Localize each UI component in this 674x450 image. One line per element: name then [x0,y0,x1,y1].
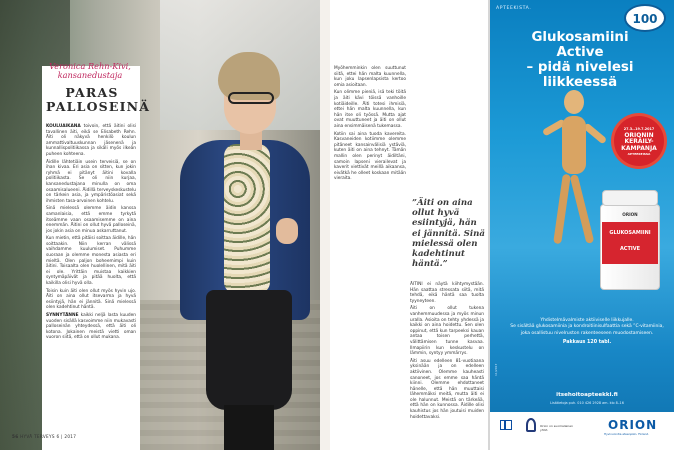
mannequin-head [564,90,584,114]
paragraph [46,313,136,341]
ad-title-line-3: – pidä nivelesi [526,60,634,75]
ad-website: itsehoitoapteekki.fi [556,392,618,398]
article-headline: PARAS PALLOSEINÄ [46,85,151,114]
jar-lid [602,190,658,206]
paragraph: Sinä mielessä olemme äidin kanssa samanlaisia, että emme tyrkytä itseämme vaan osaamisemme on aina enemmän. Äitini on ollut hyvä palloseinä, jos jokin asia on minua askarruttanut. [46,206,136,234]
product-jar [600,190,660,290]
campaign-dates: 27.3.–19.7.2017 [623,127,655,131]
finnish-flag-icon [500,420,512,430]
ad-info-line-2: Se sisältää glukosamiinia ja kondroitiinisulfaattia sekä ”C-vitamiinia, joka osallistuu nivelruston rakenteeseen muodostamiseen. [510,324,664,336]
lead-paragraph [46,124,136,158]
footer-small-text: Orion on suomalainen yhtiö [540,424,574,432]
article-byline: Veronica Rehn-Kivi, kansanedustaja [49,61,131,80]
campaign-title: ORIONIN KERÄILY-KAMPANJA [621,132,657,152]
paragraph: Äiti asuu edelleen 81-vuotiaana yksinään ja on edelleen aktiivinen. Olemme kauheasti sanoneet, jos emme saa häntä kiinni. Olemme ehdottaneet hänelle, että hän muuttaisi lähemmäksi meitä, mutta äiti ei ole halunnut. Meistä on tärkeää, että hän on kunnossa. Äidille olisi kauhistus jos hän joutuisi muiden hoidettavaksi. [410,358,484,420]
hand [276,218,298,244]
paragraph: Myöhemminkin olen suuttunut siitä, ettei hän malta kuunnella, kun joku lapsenlapsista kertoo omia asioitaan. [334,66,406,88]
leather-skirt [206,290,292,410]
ad-title [500,30,660,90]
article-column-2 [334,66,406,184]
ad-code: 11/2017 [494,363,498,376]
paragraph: ÄITINI ei näytä kiihtymystään. Hän saattaa stressata siitä, mitä tehdä, eikä häntä saa tuolta tyyneyteen. [410,282,484,304]
pull-quote: ”Äiti on aina ollut hyvä esiintyjä, hän ei jännitä. Sinä mielessä olen kadehtinut häntä.” [412,198,485,270]
ad-title-line-2: Active [556,45,604,60]
campaign-starburst [614,116,664,166]
magazine-name: HYVÄ TERVEYS [20,434,55,439]
page-number: 56 [12,434,19,439]
paragraph: Toisin kuin äiti olen ollut myös hyvin ujo. Äiti on aina ollut itsevarma ja hyvä esiintyjä, hän ei jännitä. Sinä mielessä olen kadehtinut häntä. [46,288,136,311]
paragraph: Äidille lähtetiäin usein terveisiä, se on ihan kivaa. Eri asia on sitten, kun jokin ryhmä ei pitänyt äitini kovalla politiikasta. Se oli niin kurjaa, kansanedustajana minulla on oma osaamisalueeni. Äidillä terveyskeskustelu on tärkein asia, ja ympäristöasiat sekä ihmisten tasa-arvoinen kohtelu. [46,159,136,204]
orion-logo: ORION [608,418,658,432]
glasses [228,92,274,104]
mannequin-leg [570,174,595,244]
badge-text: 100 [632,12,658,26]
mannequin-leg [553,174,571,244]
paragraph: Kun olimme pieniä, isä teki töitä ja äiti kävi töissä vanhoille kotiäideille. Äiti totesi ihmisiä, ettei hän malta kuunnella, kun hän itse oli työssä. Mutta ajat ovat muuttuneet ja äiti on ollut aina ensimmäisenä tukemassa. [334,90,406,129]
woman-figure [150,40,310,450]
finland-100-badge [624,4,666,32]
paragraph-text: kaikki neljä lasta kuuden vuoden sisällä kasvoimme niin mukavasti palloseinän yhteydessä, että äiti oli kotona. Jokainen meistä vietti oman vuoron siitä, että on ollut mukana. [46,313,136,341]
page-folio [12,434,76,439]
campaign-location: APTEEKEISSA [627,152,651,156]
ad-info-text [506,318,668,346]
paragraph: Kotiin sai aina tuoda kavereita. Kasvaneiden kotiimme olemme pitäneet kansainvälisiä ystäviä, kuten äiti on aina tehnyt. Tämän mallin olen perinyt äidiltäni, samoin lapseni vierailevat ja kaverit viettivät meillä aikaansa, eivätkä he olleet koskaan mitään vieraita. [334,131,406,182]
jar-product-sub: ACTIVE [619,246,641,252]
jar-brand: ORION [622,212,638,217]
ad-pack-size: Pakkaus 120 tabl. [562,339,612,345]
legs [224,405,274,450]
ad-phone: Lisätietoja puh. 010 426 2928 am. klo 8–16 [550,401,624,405]
paragraph: Kun mietin, että pitäisi soittaa äidille, hän soittaakin. Niin kerran välissä vaihdamme kuulumiset. Puhumme suoraan ja olemme monesta asiasta eri mieltä. Olen paljon boheemimpi kuin äitini. Toisaalta olen huolellinen, mitä äiti ei ole. Yrittäin muistaa kaikkien syntymäpäivät ja pitää huolta, että kaikilla olisi hyvä olla. [46,236,136,287]
ad-title-line-4: liikkeessä [542,75,618,90]
floral-blouse [224,144,270,294]
section-label: SYNNYTÄNNE [46,313,79,318]
paragraph: Äiti on ollut tukena vanhemmuudessa ja myös minun uralla. Asioita on tehty yhdessä ja kaikki on aina hoidettu. Sen olen oppinut, että kun tarpeeksi kauan antaa toisen perhettä, välittämisen tunne kasvaa. Ilmapiirin kun keskustelu on lämmin, syntyy ymmärrys. [410,306,484,357]
jar-product-name: GLUKOSAMIINI [609,230,651,236]
lead-text: toivoin, että äitini olisi tavallinen äiti, eikä se Elisabeth Rehn. Äiti oli näkyvä henkilö koulun ammattivaltuuskunnan jäsenenä ja kunnallispolitiikassa ja sikäli myös ilkeän puheen kohteena. [46,124,137,157]
mannequin-body [562,116,586,174]
issue-number: 6 | 2017 [56,434,77,439]
mannequin-arm [583,122,607,144]
jar-label [602,222,658,264]
lead-label: KOULUAIKANA [46,124,81,129]
ad-info-line-1: Yhdistelmävalmiste aktiiviselle liikkujalle. [540,318,634,323]
key-flag-icon [526,418,536,432]
article-column-3 [410,282,484,422]
ad-title-line-1: Glukosamiini [531,30,629,45]
article-column-1 [46,124,136,343]
orion-tagline: Hyvinvointia eteenpäin. Finland. [604,432,650,436]
ad-kicker: APTEEKISTA. [496,6,532,11]
